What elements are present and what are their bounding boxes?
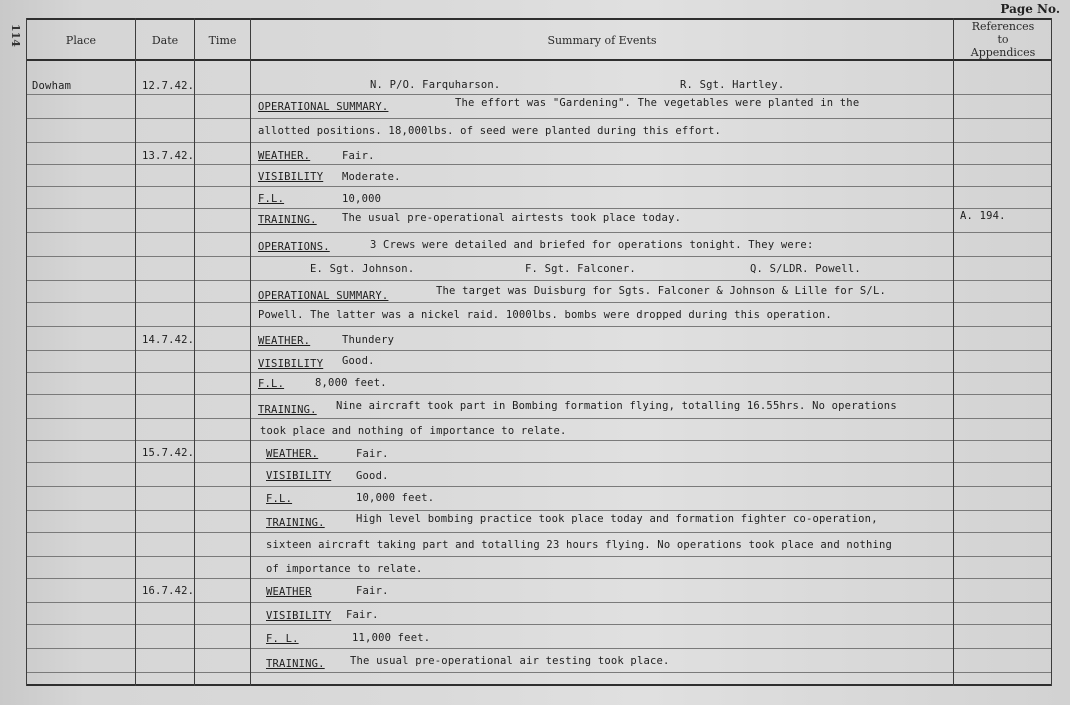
- ruled-line: [26, 648, 1052, 649]
- col-divider: [250, 18, 251, 686]
- entry-text: 11,000 feet.: [352, 632, 431, 644]
- entry-text: 8,000 feet.: [315, 377, 387, 389]
- side-page-number: 114: [9, 24, 22, 47]
- entry-text: Fair.: [342, 150, 375, 162]
- ruled-line: [26, 232, 1052, 233]
- entry-label: OPERATIONS.: [258, 241, 330, 253]
- date-cell: 16.7.42.: [142, 585, 195, 597]
- entry-text: High level bombing practice took place today and formation fighter co-operation,: [356, 513, 878, 525]
- entry-label: VISIBILITY: [258, 171, 324, 183]
- header-references-line3: Appendices: [970, 46, 1036, 59]
- entry-text: Fair.: [356, 585, 389, 597]
- crew-entry: F. Sgt. Falconer.: [525, 263, 636, 275]
- entry-text: The effort was "Gardening". The vegetables were planted in the: [455, 97, 860, 109]
- entry-text: 3 Crews were detailed and briefed for operations tonight. They were:: [370, 239, 814, 251]
- date-cell: 15.7.42.: [142, 447, 195, 459]
- entry-text: sixteen aircraft taking part and totalling 23 hours flying. No operations took place and nothing: [266, 539, 893, 551]
- entry-text: Nine aircraft took part in Bombing formation flying, totalling 16.55hrs. No operations: [336, 400, 897, 412]
- header-references: [955, 20, 1051, 59]
- ruled-line: [26, 326, 1052, 327]
- entry-text: of importance to relate.: [266, 563, 423, 575]
- entry-text: The usual pre-operational air testing took place.: [350, 655, 670, 667]
- entry-label: WEATHER.: [258, 150, 311, 162]
- entry-label: F.L.: [266, 493, 293, 505]
- ruled-line: [26, 256, 1052, 257]
- crew-entry: R. Sgt. Hartley.: [680, 79, 785, 91]
- reference-cell: A. 194.: [960, 210, 1006, 222]
- frame-bottom: [26, 684, 1052, 686]
- place-cell: Dowham: [32, 80, 72, 92]
- ruled-line: [26, 208, 1052, 209]
- header-place: Place: [65, 33, 97, 47]
- entry-text: The usual pre-operational airtests took place today.: [342, 212, 682, 224]
- entry-text: The target was Duisburg for Sgts. Falconer & Johnson & Lille for S/L.: [436, 285, 886, 297]
- col-divider: [135, 18, 136, 686]
- header-time: Time: [208, 33, 237, 47]
- entry-text: Moderate.: [342, 171, 401, 183]
- date-cell: 14.7.42.: [142, 334, 195, 346]
- crew-entry: Q. S/LDR. Powell.: [750, 263, 861, 275]
- entry-label: F. L.: [266, 633, 299, 645]
- ruled-line: [26, 624, 1052, 625]
- entry-text: Fair.: [346, 609, 379, 621]
- header-references-line2: to: [997, 33, 1009, 46]
- ruled-line: [26, 418, 1052, 419]
- entry-text: Thundery: [342, 334, 395, 346]
- header-references-line1: References: [971, 20, 1035, 33]
- ruled-line: [26, 462, 1052, 463]
- ruled-line: [26, 510, 1052, 511]
- entry-text: 10,000: [342, 193, 382, 205]
- ruled-line: [26, 394, 1052, 395]
- entry-label: TRAINING.: [266, 517, 325, 529]
- ruled-line: [26, 602, 1052, 603]
- ruled-line: [26, 186, 1052, 187]
- col-divider: [26, 18, 27, 686]
- entry-text: took place and nothing of importance to relate.: [260, 425, 567, 437]
- page-no-label: Page No.: [1000, 2, 1060, 16]
- ruled-line: [26, 486, 1052, 487]
- ruled-line: [26, 578, 1052, 579]
- entry-label: OPERATIONAL SUMMARY.: [258, 101, 389, 113]
- ruled-line: [26, 164, 1052, 165]
- ruled-line: [26, 94, 1052, 95]
- entry-label: VISIBILITY: [266, 610, 332, 622]
- entry-text: allotted positions. 18,000lbs. of seed were planted during this effort.: [258, 125, 722, 137]
- ruled-line: [26, 372, 1052, 373]
- ruled-line: [26, 302, 1052, 303]
- entry-text: Fair.: [356, 448, 389, 460]
- ruled-line: [26, 280, 1052, 281]
- entry-label: TRAINING.: [258, 214, 317, 226]
- entry-label: TRAINING.: [258, 404, 317, 416]
- date-cell: 12.7.42.: [142, 80, 195, 92]
- ruled-line: [26, 532, 1052, 533]
- col-divider: [953, 18, 954, 686]
- entry-label: WEATHER: [266, 586, 312, 598]
- entry-label: TRAINING.: [266, 658, 325, 670]
- entry-text: Good.: [342, 355, 375, 367]
- crew-entry: N. P/O. Farquharson.: [370, 79, 501, 91]
- col-divider: [1051, 18, 1052, 686]
- entry-label: VISIBILITY: [266, 470, 332, 482]
- entry-label: F.L.: [258, 378, 285, 390]
- ruled-line: [26, 440, 1052, 441]
- entry-text: Good.: [356, 470, 389, 482]
- entry-label: F.L.: [258, 193, 285, 205]
- crew-entry: E. Sgt. Johnson.: [310, 263, 415, 275]
- header-summary: Summary of Events: [547, 33, 657, 47]
- ruled-line: [26, 556, 1052, 557]
- ruled-line: [26, 350, 1052, 351]
- entry-label: OPERATIONAL SUMMARY.: [258, 290, 389, 302]
- header-date: Date: [151, 33, 179, 47]
- ruled-line: [26, 142, 1052, 143]
- entry-label: WEATHER.: [266, 448, 319, 460]
- entry-text: 10,000 feet.: [356, 492, 435, 504]
- entry-label: WEATHER.: [258, 335, 311, 347]
- entry-label: VISIBILITY: [258, 358, 324, 370]
- ruled-line: [26, 118, 1052, 119]
- date-cell: 13.7.42.: [142, 150, 195, 162]
- ruled-line: [26, 672, 1052, 673]
- entry-text: Powell. The latter was a nickel raid. 1000lbs. bombs were dropped during this operation.: [258, 309, 832, 321]
